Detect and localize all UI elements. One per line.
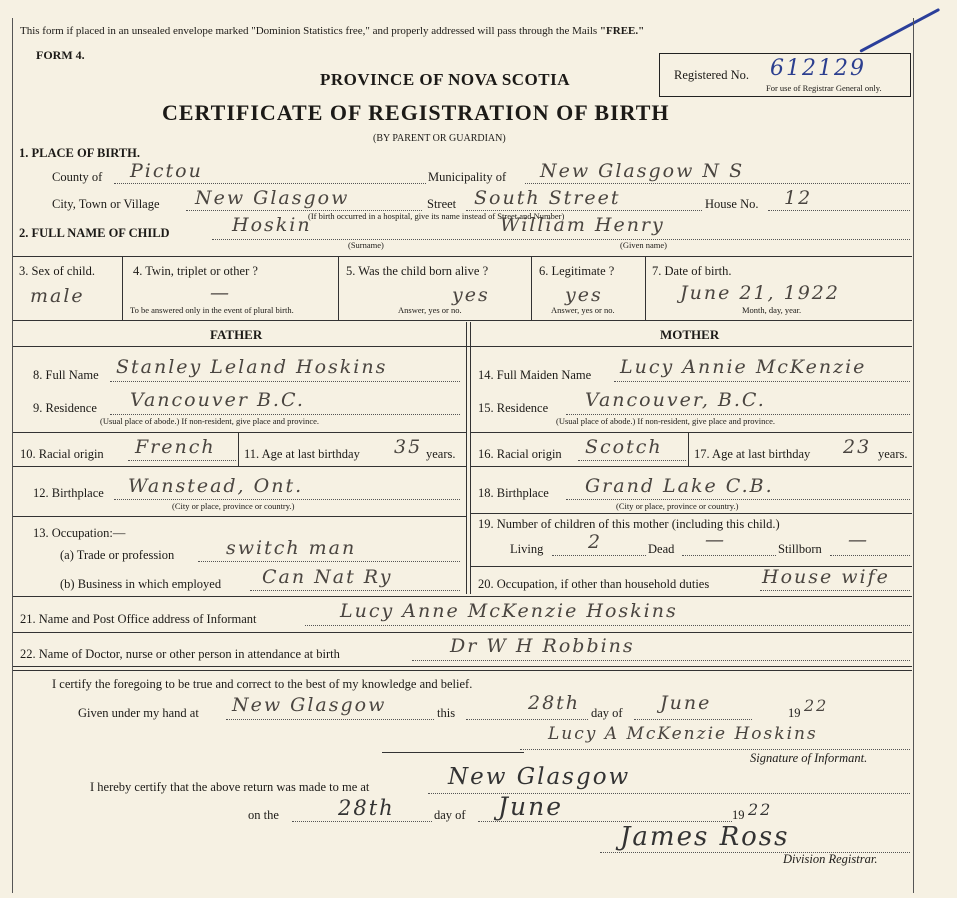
business-label: (b) Business in which employed <box>60 577 222 591</box>
father-residence-value: Vancouver B.C. <box>130 389 305 411</box>
city-label: City, Town or Village <box>52 197 160 211</box>
day-of-label: day of <box>591 706 623 720</box>
informant-signature: Lucy A McKenzie Hoskins <box>548 724 818 744</box>
mother-residence-value: Vancouver, B.C. <box>585 389 766 411</box>
return-made-label: I hereby certify that the above return was made to me at <box>90 780 370 794</box>
doctor-value: Dr W H Robbins <box>450 635 635 657</box>
given-name-note: (Given name) <box>620 240 667 250</box>
trade-label: (a) Trade or profession <box>60 548 175 562</box>
mother-residence-note: (Usual place of abode.) If non-resident, give place and province. <box>556 416 776 426</box>
hospital-note: (If birth occurred in a hospital, give its name instead of Street and Number) <box>308 211 565 221</box>
mother-birthplace-note: (City or place, province or country.) <box>616 501 739 511</box>
registered-box <box>659 53 911 97</box>
mother-residence-label: 15. Residence <box>478 401 549 415</box>
registered-label: Registered No. <box>674 68 749 82</box>
mother-race-label: 16. Racial origin <box>478 447 562 461</box>
mother-name-label: 14. Full Maiden Name <box>478 368 592 382</box>
father-race-label: 10. Racial origin <box>20 447 104 461</box>
mother-age-value: 23 <box>843 436 872 458</box>
on-the-label: on the <box>248 808 279 822</box>
birth-date-value: June 21, 1922 <box>680 282 840 304</box>
return-month-value: June <box>498 792 564 821</box>
father-name-value: Stanley Leland Hoskins <box>116 356 388 378</box>
mother-heading: MOTHER <box>660 327 720 342</box>
municipality-label: Municipality of <box>428 170 507 184</box>
twin-label: 4. Twin, triplet or other ? <box>133 264 258 278</box>
given-under-label: Given under my hand at <box>78 706 199 720</box>
informant-label: 21. Name and Post Office address of Informant <box>20 612 257 626</box>
father-years-label: years. <box>426 447 456 461</box>
day-of-label-2: day of <box>434 808 466 822</box>
return-place-value: New Glasgow <box>448 764 631 790</box>
year-prefix-2: 19 <box>732 808 745 822</box>
this-label: this <box>437 706 456 720</box>
father-age-label: 11. Age at last birthday <box>244 447 360 461</box>
informant-value: Lucy Anne McKenzie Hoskins <box>340 600 678 622</box>
birth-date-label: 7. Date of birth. <box>652 264 732 278</box>
mother-race-value: Scotch <box>585 436 663 458</box>
doctor-label: 22. Name of Doctor, nurse or other person in attendance at birth <box>20 647 340 661</box>
page-title: CERTIFICATE OF REGISTRATION OF BIRTH <box>162 100 670 125</box>
alive-note: Answer, yes or no. <box>398 305 462 315</box>
father-age-value: 35 <box>394 436 423 458</box>
given-day-value: 28th <box>528 692 581 714</box>
mother-name-value: Lucy Annie McKenzie <box>620 356 867 378</box>
stillborn-label: Stillborn <box>778 542 822 556</box>
child-name-label: 2. FULL NAME OF CHILD <box>19 226 170 240</box>
mother-age-label: 17. Age at last birthday <box>694 447 811 461</box>
blue-check-mark <box>859 8 940 53</box>
street-value: South Street <box>474 187 621 209</box>
living-label: Living <box>510 542 544 556</box>
house-label: House No. <box>705 197 759 211</box>
legitimate-value: yes <box>565 284 603 306</box>
division-registrar-label: Division Registrar. <box>783 852 878 866</box>
twin-value: — <box>210 282 231 304</box>
mother-birthplace-label: 18. Birthplace <box>478 486 549 500</box>
form-number: FORM 4. <box>36 48 85 62</box>
birth-date-note: Month, day, year. <box>742 305 802 315</box>
municipality-value: New Glasgow N S <box>540 160 745 182</box>
child-surname: Hoskin <box>232 214 312 236</box>
mother-years-label: years. <box>878 447 908 461</box>
twin-note: To be answered only in the event of plural birth. <box>130 305 294 315</box>
given-place-value: New Glasgow <box>232 694 387 716</box>
stillborn-value: — <box>848 529 869 551</box>
place-section-label: 1. PLACE OF BIRTH. <box>19 146 140 160</box>
alive-value: yes <box>452 284 490 306</box>
father-birthplace-value: Wanstead, Ont. <box>128 475 304 497</box>
dead-label: Dead <box>648 542 675 556</box>
given-month-value: June <box>660 692 712 714</box>
father-heading: FATHER <box>210 327 263 342</box>
mother-occupation-value: House wife <box>762 566 890 588</box>
sex-value: male <box>30 285 85 307</box>
legitimate-note: Answer, yes or no. <box>551 305 615 315</box>
registrar-signature: James Ross <box>620 822 790 852</box>
certify-statement: I certify the foregoing to be true and correct to the best of my knowledge and belief. <box>52 677 473 691</box>
father-race-value: French <box>135 436 216 458</box>
children-count-label: 19. Number of children of this mother (including this child.) <box>478 517 780 531</box>
trade-value: switch man <box>226 537 357 559</box>
given-year-value: 22 <box>804 696 829 715</box>
house-value: 12 <box>784 187 813 209</box>
surname-note: (Surname) <box>348 240 384 250</box>
sex-label: 3. Sex of child. <box>19 264 96 278</box>
county-label: County of <box>52 170 103 184</box>
father-birthplace-note: (City or place, province or country.) <box>172 501 295 511</box>
business-value: Can Nat Ry <box>262 566 393 588</box>
registered-number: 612129 <box>770 56 866 81</box>
province-heading: PROVINCE OF NOVA SCOTIA <box>320 70 571 89</box>
street-label: Street <box>427 197 457 211</box>
year-prefix: 19 <box>788 706 801 720</box>
legitimate-label: 6. Legitimate ? <box>539 264 615 278</box>
county-value: Pictou <box>130 160 203 182</box>
father-birthplace-label: 12. Birthplace <box>33 486 104 500</box>
dead-value: — <box>705 529 726 551</box>
living-value: 2 <box>588 531 603 553</box>
mother-birthplace-value: Grand Lake C.B. <box>585 475 774 497</box>
father-name-label: 8. Full Name <box>33 368 99 382</box>
alive-label: 5. Was the child born alive ? <box>346 264 489 278</box>
signature-informant-label: Signature of Informant. <box>750 751 868 765</box>
father-residence-label: 9. Residence <box>33 401 97 415</box>
mail-notice: This form if placed in an unsealed envelope marked "Dominion Statistics free," and properly addressed will pass through the Mails "FREE." <box>20 25 645 37</box>
city-value: New Glasgow <box>195 187 350 209</box>
father-occupation-label: 13. Occupation:— <box>33 526 126 540</box>
page-subtitle: (BY PARENT OR GUARDIAN) <box>373 133 506 144</box>
mother-occupation-label: 20. Occupation, if other than household duties <box>478 577 710 591</box>
return-day-value: 28th <box>338 796 395 820</box>
child-given-name: William Henry <box>500 214 665 236</box>
return-year-value: 22 <box>748 800 773 819</box>
registrar-note: For use of Registrar General only. <box>766 83 882 93</box>
father-residence-note: (Usual place of abode.) If non-resident, give place and province. <box>100 416 320 426</box>
